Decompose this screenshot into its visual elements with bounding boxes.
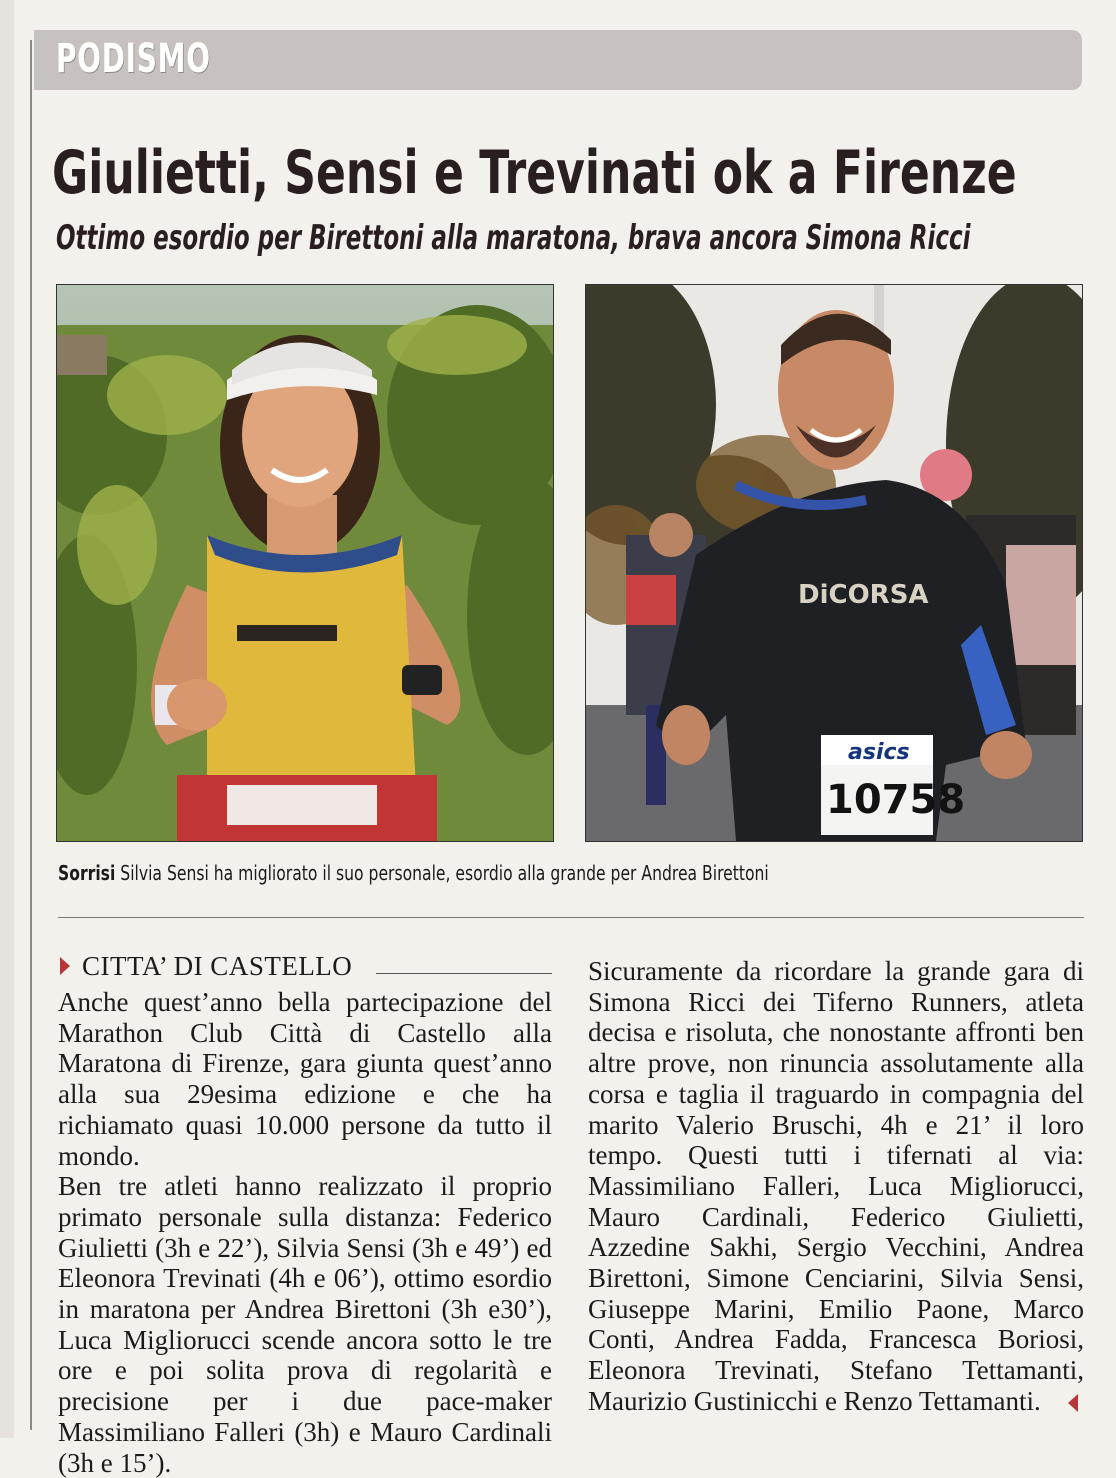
photo-female-runner — [56, 284, 554, 842]
photo-caption — [58, 860, 1072, 886]
subheadline: Ottimo esordio per Birettoni alla maratona, brava ancora Simona Ricci — [56, 218, 971, 258]
dateline: CITTA’ DI CASTELLO — [82, 951, 353, 981]
shirt-print: DiCORSA — [798, 580, 929, 610]
caption-kicker: Sorrisi — [58, 861, 116, 885]
body-column-right — [588, 956, 1084, 1417]
page-edge — [0, 0, 14, 1438]
end-mark-icon — [1068, 1394, 1078, 1412]
section-bar — [34, 30, 1082, 90]
body-text-right: Sicuramente da ricordare la grande gara di Simona Ricci dei Tiferno Runners, atleta decisa e risoluta, che nonostante affronti ben altre prove, non rinuncia assolutamente alla corsa e taglia il traguardo in compagnia del marito Valerio Bruschi, 4h e 21’ il loro tempo. Questi tutti i tifernati al via: Massimiliano Falleri, Luca Migliorucci, Mauro Cardinali, Federico Giulietti, Azzedine Sakhi, Sergio Vecchini, Andrea Birettoni, Simone Cenciarini, Silvia Sensi, Giuseppe Marini, Emilio Paone, Marco Conti, Andrea Fadda, Francesca Boriosi, Eleonora Trevinati, Stefano Tettamanti, Maurizio Gustinicchi e Renzo Tettamanti. — [588, 956, 1084, 1416]
dateline-row — [58, 950, 552, 984]
bib-sponsor: asics — [848, 740, 910, 765]
section-label: PODISMO — [56, 36, 211, 82]
column-rule — [30, 40, 32, 1430]
divider — [58, 917, 1084, 918]
body-text-left: Anche quest’anno bella partecipazione del Marathon Club Città di Castello alla Maratona di Firenze, gara giunta quest’anno alla sua 29esima edizione e che ha richiamato quasi 10.000 persone da tutto il mondo. Ben tre atleti hanno realizzato il proprio primato personale sulla distanza: Federico Giulietti (3h e 22’), Silvia Sensi (3h e 49’) ed Eleonora Trevinati (4h e 06’), ottimo esordio in maratona per Andrea Birettoni (3h e30’), Luca Migliorucci scende ancora sotto le tre ore e poi solita prova di regolarità e precisione per i due pace-maker Massimiliano Falleri (3h) e Mauro Cardinali (3h e 15’). — [58, 987, 552, 1478]
caption-text: Silvia Sensi ha migliorato il suo personale, esordio alla grande per Andrea Birettoni — [120, 861, 769, 885]
body-column-left — [58, 987, 552, 1478]
headline: Giulietti, Sensi e Trevinati ok a Firenze — [52, 138, 1017, 208]
dateline-rule — [376, 973, 552, 974]
bib-number: 10758 — [826, 777, 966, 823]
triangle-marker-icon — [60, 957, 70, 975]
photo-male-runner — [585, 284, 1083, 842]
